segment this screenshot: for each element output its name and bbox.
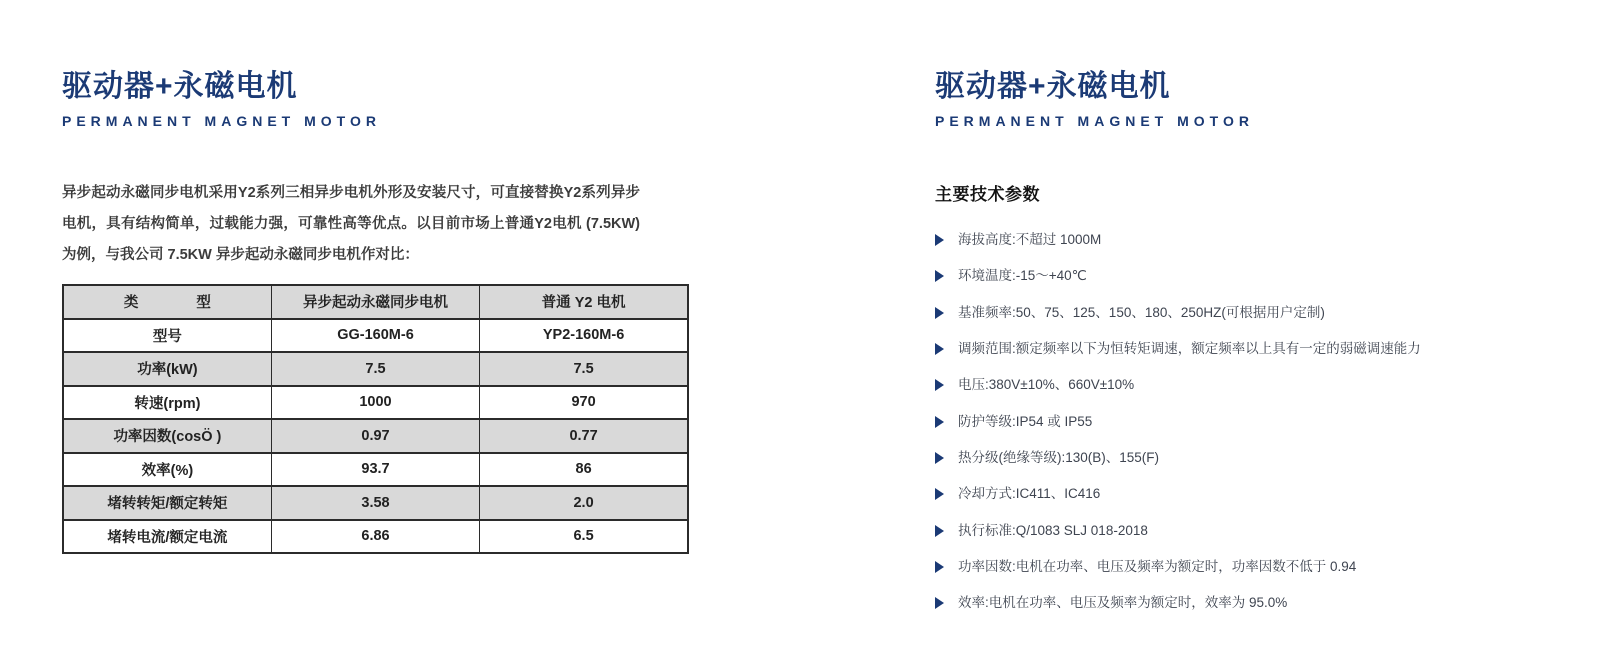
list-item: [935, 222, 1580, 258]
cell-value: 2.0: [480, 486, 688, 520]
cell-value: 93.7: [271, 453, 479, 487]
left-column: [62, 70, 694, 554]
cell-value: 1000: [271, 386, 479, 420]
list-item: [935, 331, 1580, 367]
list-item: [935, 258, 1580, 294]
page-subtitle: PERMANENT MAGNET MOTOR: [935, 113, 1254, 129]
row-label: 堵转电流/额定电流: [63, 520, 271, 554]
spec-text: 电压:380V±10%、660V±10%: [958, 377, 1135, 393]
cell-value: 3.58: [271, 486, 479, 520]
spec-text: 热分级(绝缘等级):130(B)、155(F): [958, 449, 1160, 465]
page-title: 驱动器+永磁电机: [62, 70, 298, 103]
page-title: 驱动器+永磁电机: [935, 70, 1171, 103]
cell-value: 0.77: [480, 419, 688, 453]
cell-value: YP2-160M-6: [480, 319, 688, 353]
triangle-bullet-icon: [935, 488, 944, 500]
page-subtitle: PERMANENT MAGNET MOTOR: [62, 113, 381, 129]
cell-value: 7.5: [480, 352, 688, 386]
triangle-bullet-icon: [935, 597, 944, 609]
triangle-bullet-icon: [935, 452, 944, 464]
triangle-bullet-icon: [935, 307, 944, 319]
spec-text: 调频范围:额定频率以下为恒转矩调速，额定频率以上具有一定的弱磁调速能力: [958, 341, 1421, 357]
table-row: [63, 453, 688, 487]
motor-comparison-table: [62, 284, 689, 554]
col-header-y2-motor: 普通 Y2 电机: [480, 285, 688, 319]
list-item: [935, 476, 1580, 512]
spec-text: 基准频率:50、75、125、150、180、250HZ(可根据用户定制): [958, 304, 1325, 320]
cell-value: 6.86: [271, 520, 479, 554]
intro-paragraph: 异步起动永磁同步电机采用Y2系列三相异步电机外形及安装尺寸，可直接替换Y2系列异步电机，具有结构简单，过载能力强，可靠性高等优点。以目前市场上普通Y2电机 (7.5KW) 为例，与我公司 7.5KW 异步起动永磁同步电机作对比：: [62, 185, 640, 263]
cell-value: 970: [480, 386, 688, 420]
table-row: [63, 386, 688, 420]
row-label: 功率(kW): [63, 352, 271, 386]
cell-value: 7.5: [271, 352, 479, 386]
spec-text: 环境温度:-15～+40℃: [958, 268, 1087, 284]
triangle-bullet-icon: [935, 270, 944, 282]
col-header-type: 类 型: [63, 285, 271, 319]
list-item: [935, 585, 1580, 621]
table-row: [63, 352, 688, 386]
row-label: 效率(%): [63, 453, 271, 487]
row-label: 转速(rpm): [63, 386, 271, 420]
cell-value: 6.5: [480, 520, 688, 554]
spec-text: 功率因数:电机在功率、电压及频率为额定时，功率因数不低于 0.94: [958, 558, 1357, 574]
spec-text: 冷却方式:IC411、IC416: [958, 486, 1101, 502]
spec-text: 执行标准:Q/1083 SLJ 018-2018: [958, 522, 1148, 538]
triangle-bullet-icon: [935, 561, 944, 573]
triangle-bullet-icon: [935, 234, 944, 246]
row-label: 堵转转矩/额定转矩: [63, 486, 271, 520]
spec-text: 效率:电机在功率、电压及频率为额定时，效率为 95.0%: [958, 595, 1288, 611]
table-row: [63, 319, 688, 353]
table-header-row: [63, 285, 688, 319]
spec-text: 海拔高度:不超过 1000M: [958, 232, 1102, 248]
table-row: [63, 486, 688, 520]
spec-list: [935, 222, 1580, 621]
list-item: [935, 512, 1580, 548]
table-row: [63, 419, 688, 453]
table-row: [63, 520, 688, 554]
cell-value: 86: [480, 453, 688, 487]
col-header-pm-motor: 异步起动永磁同步电机: [271, 285, 479, 319]
list-item: [935, 403, 1580, 439]
triangle-bullet-icon: [935, 525, 944, 537]
list-item: [935, 367, 1580, 403]
row-label: 型号: [63, 319, 271, 353]
right-column: [935, 70, 1580, 621]
list-item: [935, 549, 1580, 585]
triangle-bullet-icon: [935, 379, 944, 391]
triangle-bullet-icon: [935, 343, 944, 355]
row-label: 功率因数(cosÖ ): [63, 419, 271, 453]
list-item: [935, 295, 1580, 331]
cell-value: GG-160M-6: [271, 319, 479, 353]
cell-value: 0.97: [271, 419, 479, 453]
triangle-bullet-icon: [935, 416, 944, 428]
section-heading-tech-params: 主要技术参数: [935, 185, 1040, 204]
spec-text: 防护等级:IP54 或 IP55: [958, 413, 1093, 429]
list-item: [935, 440, 1580, 476]
